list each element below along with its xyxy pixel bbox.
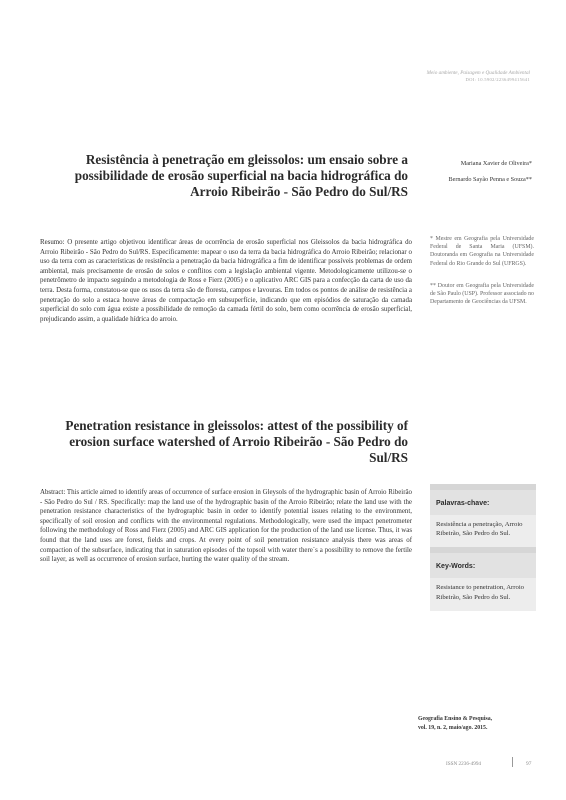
doi-header: DOI: 10.5902/2236499415641	[465, 77, 530, 82]
abstract-text: This article aimed to identify areas of occurrence of surface erosion in Gleysols of the hydrographic basin of Arroio Ribeirão - São Pedro do Sul / RS. Specifically: map the land use of the hydrographic basin of the Arroio Ribeirão; relate the land use with the penetration resistance characteristics of the hydrographic basin in order to identify potential issues relating to the environment, specifically of soil erosion and conflicts with the environmental regulations. Methodologically, were used the impact penetrometer following the methodology of Ross and Fierz (2005) and ARC GIS application for the production of the land use license. Thus, it was found that the land uses are forest, fields and crops. At every point of soil penetration resistance analysis there was areas of compaction of the subsurface, indicating that in saturation episodes of the topsoil with water there´s a possibility to remove the fertile soil layer, as well as occurrence of erosion surface, hurting the water quality of the stream.	[40, 489, 412, 564]
footer-volume: vol. 19, n. 2, maio/ago. 2015.	[418, 724, 488, 731]
footer-journal: Geografia Ensino & Pesquisa,	[418, 716, 493, 722]
issn: ISSN 2236-4994	[446, 761, 482, 767]
abstract-paragraph: Abstract: This article aimed to identify areas of occurrence of surface erosion in Gleysols of the hydrographic basin of Arroio Ribeirão - São Pedro do Sul / RS. Specifically: map the land use of the hydrographic basin of the Arroio Ribeirão; relate the land use with the penetration resistance characteristics of the hydrographic basin in order to identify potential issues relating to the environment, specifically of soil erosion and conflicts with the environmental regulations. Methodologically, were used the impact penetrometer following the methodology of Ross and Fierz (2005) and ARC GIS application for the production of the land use license. Thus, it was found that the land uses are forest, fields and crops. At every point of soil penetration resistance analysis there was areas of compaction of the subsurface, indicating that in saturation episodes of the topsoil with water there´s a possibility to remove the fertile soil layer, as well as occurrence of erosion surface, hurting the water quality of the stream.	[40, 489, 412, 564]
palavras-chave-text: Resistência a penetração, Arroio Ribeirão, São Pedro do Sul.	[430, 515, 536, 547]
journal-header: Meio ambiente, Paisagem e Qualidade Ambiental	[426, 70, 530, 76]
resumo-label: Resumo	[40, 239, 63, 246]
citation-footer	[418, 715, 538, 732]
key-words-heading: Key-Words:	[430, 553, 536, 578]
title-portuguese: Resistência à penetração em gleissolos: um ensaio sobre a possibilidade de erosão superficial na bacia hidrográfica do Arroio Ribeirão - São Pedro do Sul/RS	[74, 152, 408, 199]
palavras-chave-heading: Palavras-chave:	[430, 490, 536, 515]
author-1: Mariana Xavier de Oliveira*	[460, 160, 532, 167]
keywords-sidebar	[430, 484, 536, 611]
author-2: Bernardo Sayão Penna e Souza**	[448, 176, 532, 183]
page-divider	[512, 757, 513, 767]
abstract-label: Abstract	[40, 489, 64, 496]
title-english: Penetration resistance in gleissolos: attest of the possibility of erosion surface watershed of Arroio Ribeirão - São Pedro do Sul/RS	[65, 418, 408, 465]
authors-block	[428, 158, 532, 190]
key-words-text: Resistance to penetration, Arroio Ribeirão, São Pedro do Sul.	[430, 578, 536, 610]
resumo-text: O presente artigo objetivou identificar áreas de ocorrência de erosão superficial nos Gleissolos da bacia hidrográfica do Arroio Ribeirão - São Pedro do Sul/RS. Especificamente: mapear o uso da terra da bacia hidrográfica do Arroio Ribeirão; relacionar o uso da terra com as características de resistência a penetração da bacia hidrográfica a fim de identificar possíveis problemas de ordem ambiental, mais precisamente de erosão de solos e conflitos com a legislação ambiental vigente. Metodologicamente utilizou-se o penetrômetro de impacto seguindo a metodologia de Ross e Fierz (2005) e o aplicativo ARC GIS para a confecção da carta de uso da terra. Desta forma, constatou-se que os usos da terra são de floresta, campos e lavouras. Em todos os pontos de análise de resistência a penetração do solo a estaca houve áreas de compactação em subsuperfície, indicando que em episódios de saturação da camada superficial do solo com água existe a possibilidade de remoção da camada fértil do solo, bem como ocorrência de erosão superficial, prejudicando assim, a qualidade hídrica do arroio.	[40, 239, 412, 323]
page-number: 97	[526, 761, 532, 767]
footnote-author-1: * Mestre em Geografia pela Universidade Federal de Santa Maria (UFSM). Doutoranda em Geografia na Universidade Federal do Rio Grande do Sul (UFRGS).	[430, 236, 534, 267]
resumo-paragraph: Resumo: O presente artigo objetivou identificar áreas de ocorrência de erosão superficial nos Gleissolos da bacia hidrográfica do Arroio Ribeirão - São Pedro do Sul/RS. Especificamente: mapear o uso da terra da bacia hidrográfica do Arroio Ribeirão; relacionar o uso da terra com as características de resistência a penetração da bacia hidrográfica a fim de identificar possíveis problemas de ordem ambiental, mais precisamente de erosão de solos e conflitos com a legislação ambiental vigente. Metodologicamente utilizou-se o penetrômetro de impacto seguindo a metodologia de Ross e Fierz (2005) e o aplicativo ARC GIS para a confecção da carta de uso da terra. Desta forma, constatou-se que os usos da terra são de floresta, campos e lavouras. Em todos os pontos de análise de resistência a penetração do solo a estaca houve áreas de compactação em subsuperfície, indicando que em episódios de saturação da camada superficial do solo com água existe a possibilidade de remoção da camada fértil do solo, bem como ocorrência de erosão superficial, prejudicando assim, a qualidade hídrica do arroio.	[40, 239, 412, 323]
footnote-author-2: ** Doutor em Geografia pela Universidade de São Paulo (USP). Professor associado no Departamento de Geociências da UFSM.	[430, 283, 534, 306]
